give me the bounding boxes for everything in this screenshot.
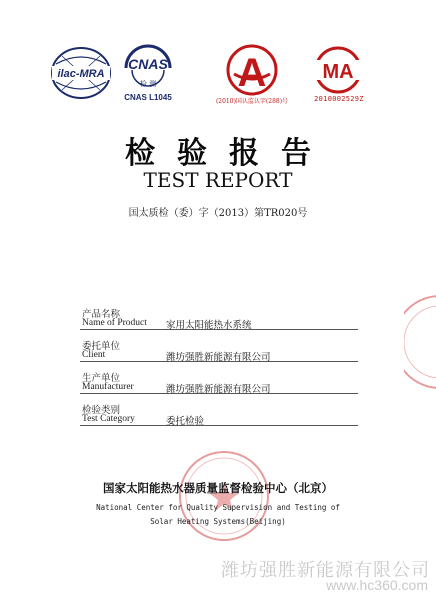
watermark-url: www.hc360.com xyxy=(326,577,428,593)
underline xyxy=(80,361,358,362)
field-value: 潍坊强胜新能源有限公司 xyxy=(166,384,271,395)
field-label-cn: 检验类别 xyxy=(82,405,121,416)
testing-center-name-cn: 国家太阳能热水器质量监督检验中心（北京） xyxy=(103,481,333,495)
field-value: 潍坊强胜新能源有限公司 xyxy=(166,352,271,363)
field-value: 家用太阳能热水系统 xyxy=(166,320,252,331)
underline xyxy=(80,329,358,330)
cma-caption: (2010)国认监认字(288)号 xyxy=(215,98,289,105)
svg-text:ilac-MRA: ilac-MRA xyxy=(57,68,105,80)
side-seal-icon xyxy=(404,292,436,392)
testing-center-name-en-line2: Solar Heating Systems(Beijing) xyxy=(150,517,286,526)
field-label-en: Manufacturer xyxy=(82,382,134,392)
field-label-en: Client xyxy=(82,350,106,360)
testing-center-name-en-line1: National Center for Quality Supervision and Testing of xyxy=(96,503,340,512)
field-value: 委托检验 xyxy=(166,416,205,427)
svg-text:A: A xyxy=(237,51,267,95)
cnas-caption: CNAS L1045 xyxy=(124,93,172,102)
field-label-en: Name of Product xyxy=(82,318,147,328)
report-title-en: TEST REPORT xyxy=(143,168,293,192)
ma-caption: 2010002529Z xyxy=(314,95,364,103)
report-number: 国太质检（委）字（2013）第TR020号 xyxy=(128,208,308,219)
official-seal-icon xyxy=(176,448,272,544)
field-label-cn: 委托单位 xyxy=(82,341,121,352)
underline xyxy=(80,393,358,394)
underline xyxy=(80,425,358,426)
svg-text:MA: MA xyxy=(322,61,354,83)
svg-text:检 测: 检 测 xyxy=(139,80,157,88)
field-label-cn: 生产单位 xyxy=(82,373,121,384)
field-label-en: Test Category xyxy=(82,414,135,424)
watermark-company: 潍坊强胜新能源有限公司 xyxy=(221,560,430,581)
report-title-cn: 检验报告 xyxy=(125,136,333,171)
field-label-cn: 产品名称 xyxy=(82,309,121,320)
svg-text:CNAS: CNAS xyxy=(128,56,168,72)
ilac-mra-logo xyxy=(50,46,112,100)
